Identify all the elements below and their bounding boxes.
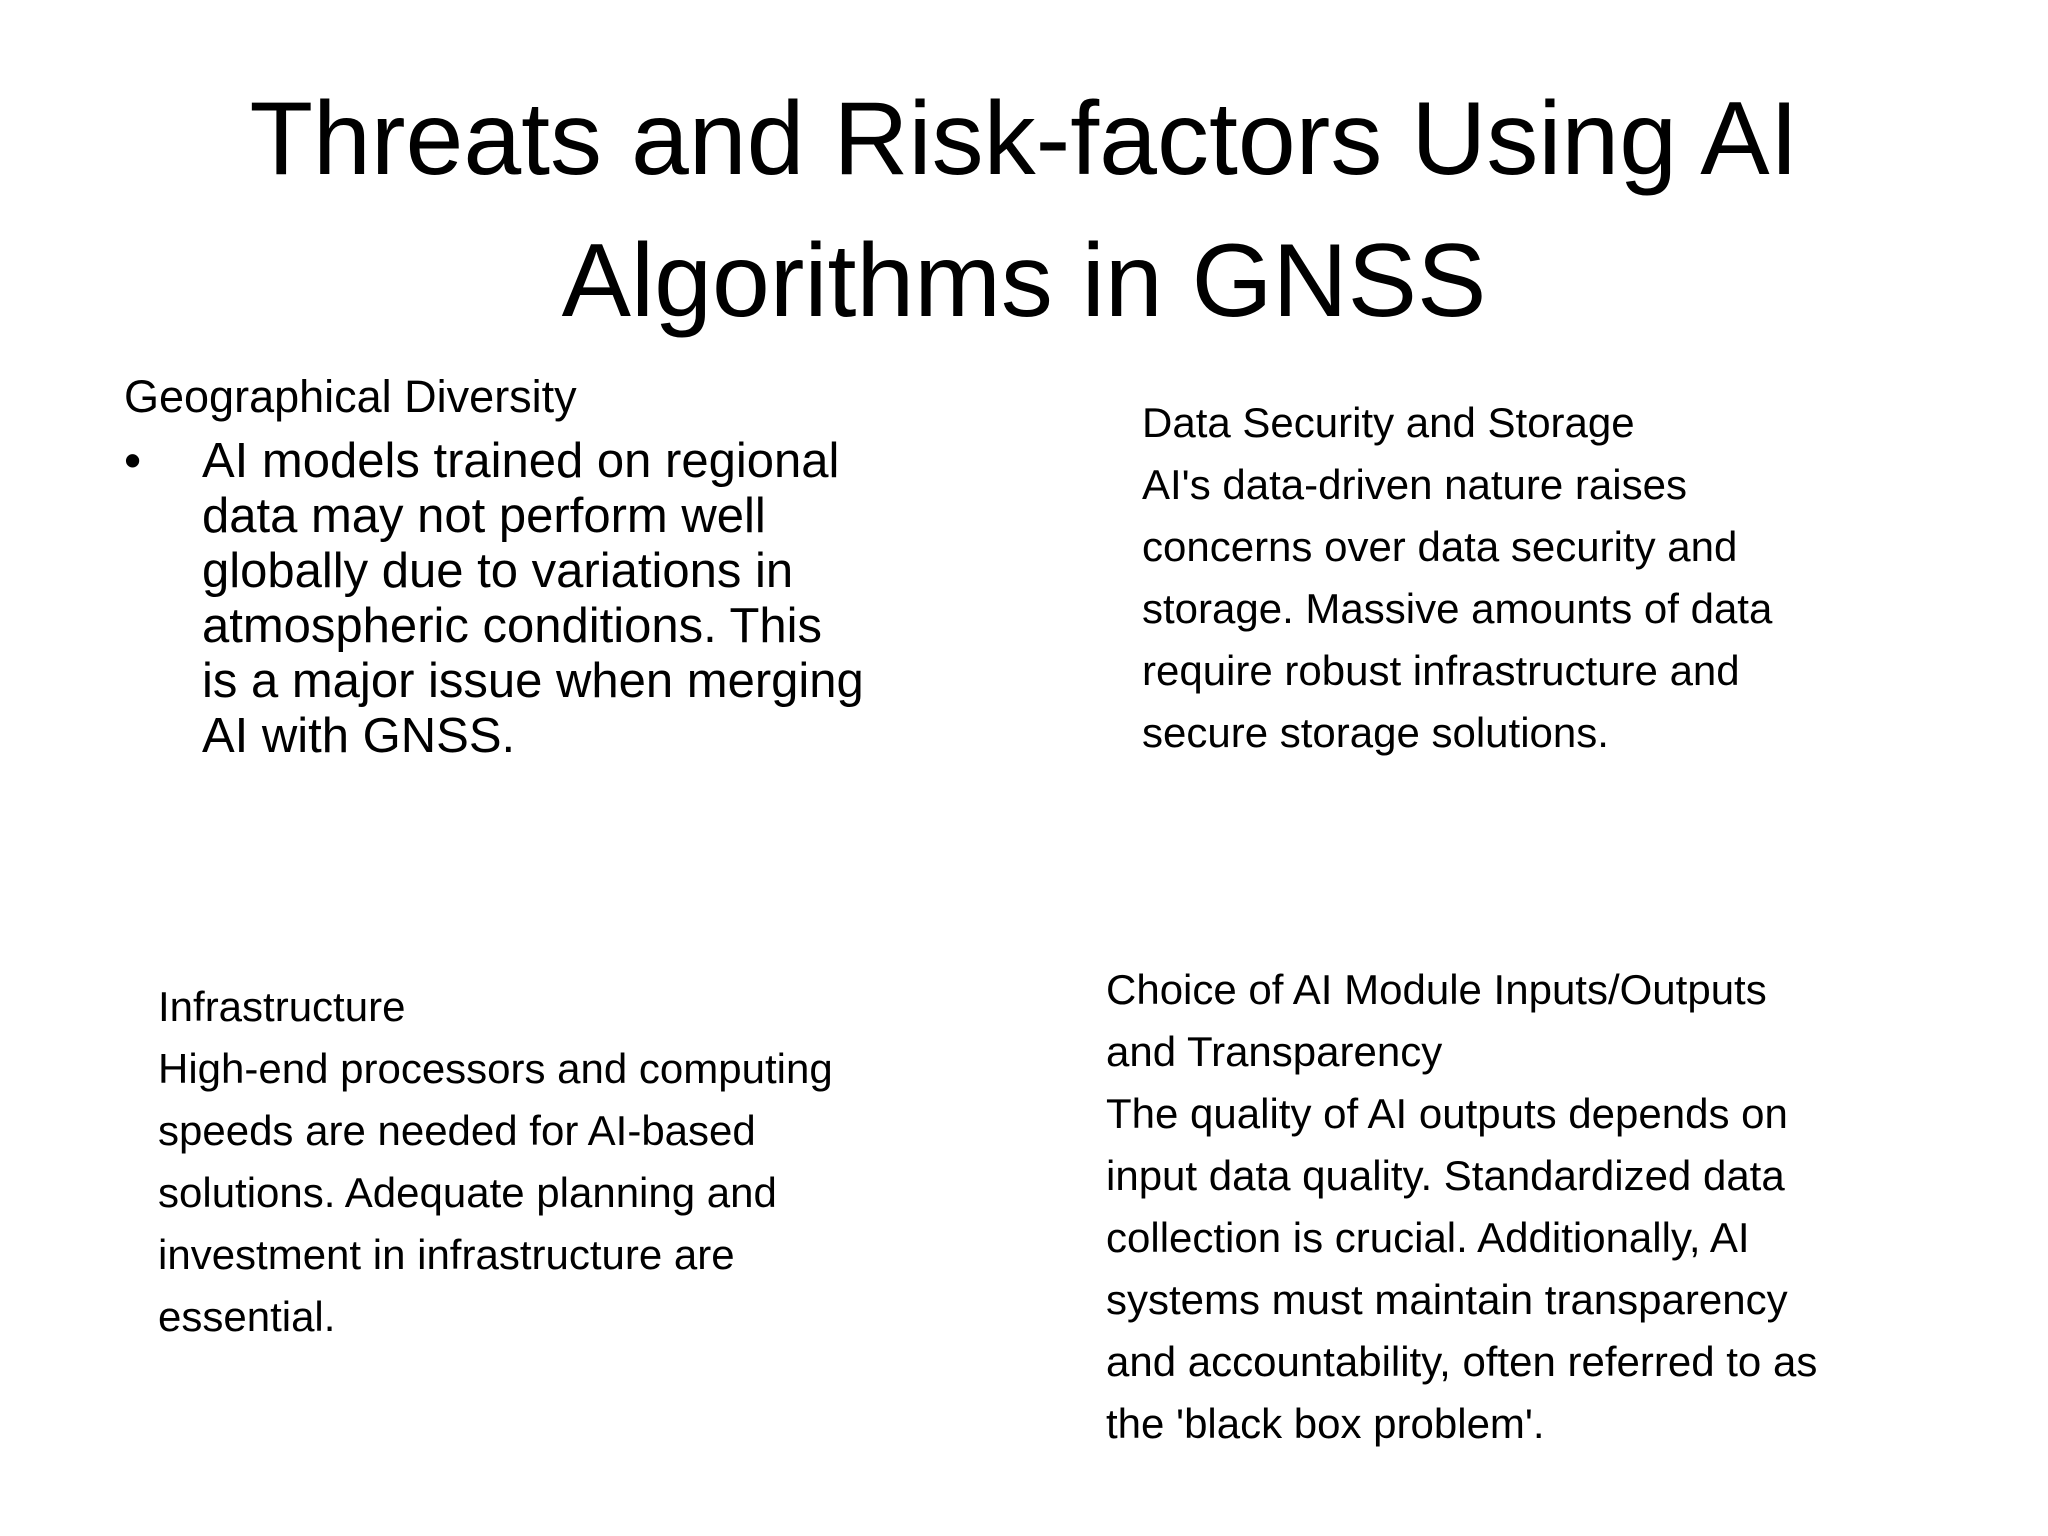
infrastructure-heading: Infrastructure — [158, 983, 406, 1030]
data-security-block — [1142, 392, 1942, 764]
choice-of-ai-text-line: the 'black box problem'. — [1106, 1400, 1545, 1447]
geographical-diversity-heading: Geographical Diversity — [124, 371, 577, 422]
data-security-heading: Data Security and Storage — [1142, 399, 1635, 446]
choice-of-ai-text-line: and accountability, often referred to as — [1106, 1338, 1818, 1385]
bullet-text-line: data may not perform well — [202, 489, 766, 543]
data-security-text-line: secure storage solutions. — [1142, 709, 1609, 756]
bullet-text-line: AI with GNSS. — [202, 709, 516, 763]
slide-title — [124, 68, 1924, 352]
geographical-diversity-list — [124, 434, 944, 764]
geographical-diversity-bullet-item — [124, 434, 944, 764]
bullet-text-line: globally due to variations in — [202, 544, 794, 598]
slide-title-line-1: Threats and Risk-factors Using AI — [249, 81, 1799, 197]
infrastructure-text-line: High-end processors and computing — [158, 1045, 833, 1092]
choice-of-ai-text-line: input data quality. Standardized data — [1106, 1152, 1785, 1199]
infrastructure-text-line: solutions. Adequate planning and — [158, 1169, 777, 1216]
infrastructure-text-line: speeds are needed for AI-based — [158, 1107, 756, 1154]
choice-of-ai-heading-line: and Transparency — [1106, 1028, 1443, 1075]
data-security-text-line: AI's data-driven nature raises — [1142, 461, 1687, 508]
choice-of-ai-text-line: systems must maintain transparency — [1106, 1276, 1788, 1323]
data-security-text-line: storage. Massive amounts of data — [1142, 585, 1773, 632]
choice-of-ai-heading-line: Choice of AI Module Inputs/Outputs — [1106, 966, 1767, 1013]
choice-of-ai-block — [1106, 959, 2006, 1455]
bullet-text-line: is a major issue when merging — [202, 654, 864, 708]
infrastructure-text-line: essential. — [158, 1293, 336, 1340]
bullet-text-line: AI models trained on regional — [202, 434, 840, 488]
geographical-diversity-block — [124, 368, 944, 764]
data-security-text-line: concerns over data security and — [1142, 523, 1738, 570]
bullet-text-line: atmospheric conditions. This — [202, 599, 823, 653]
slide-title-line-2: Algorithms in GNSS — [561, 223, 1487, 339]
data-security-text-line: require robust infrastructure and — [1142, 647, 1740, 694]
infrastructure-text-line: investment in infrastructure are — [158, 1231, 735, 1278]
infrastructure-block — [158, 976, 978, 1348]
bullet-icon: • — [124, 434, 142, 488]
choice-of-ai-text-line: The quality of AI outputs depends on — [1106, 1090, 1788, 1137]
choice-of-ai-text-line: collection is crucial. Additionally, AI — [1106, 1214, 1750, 1261]
